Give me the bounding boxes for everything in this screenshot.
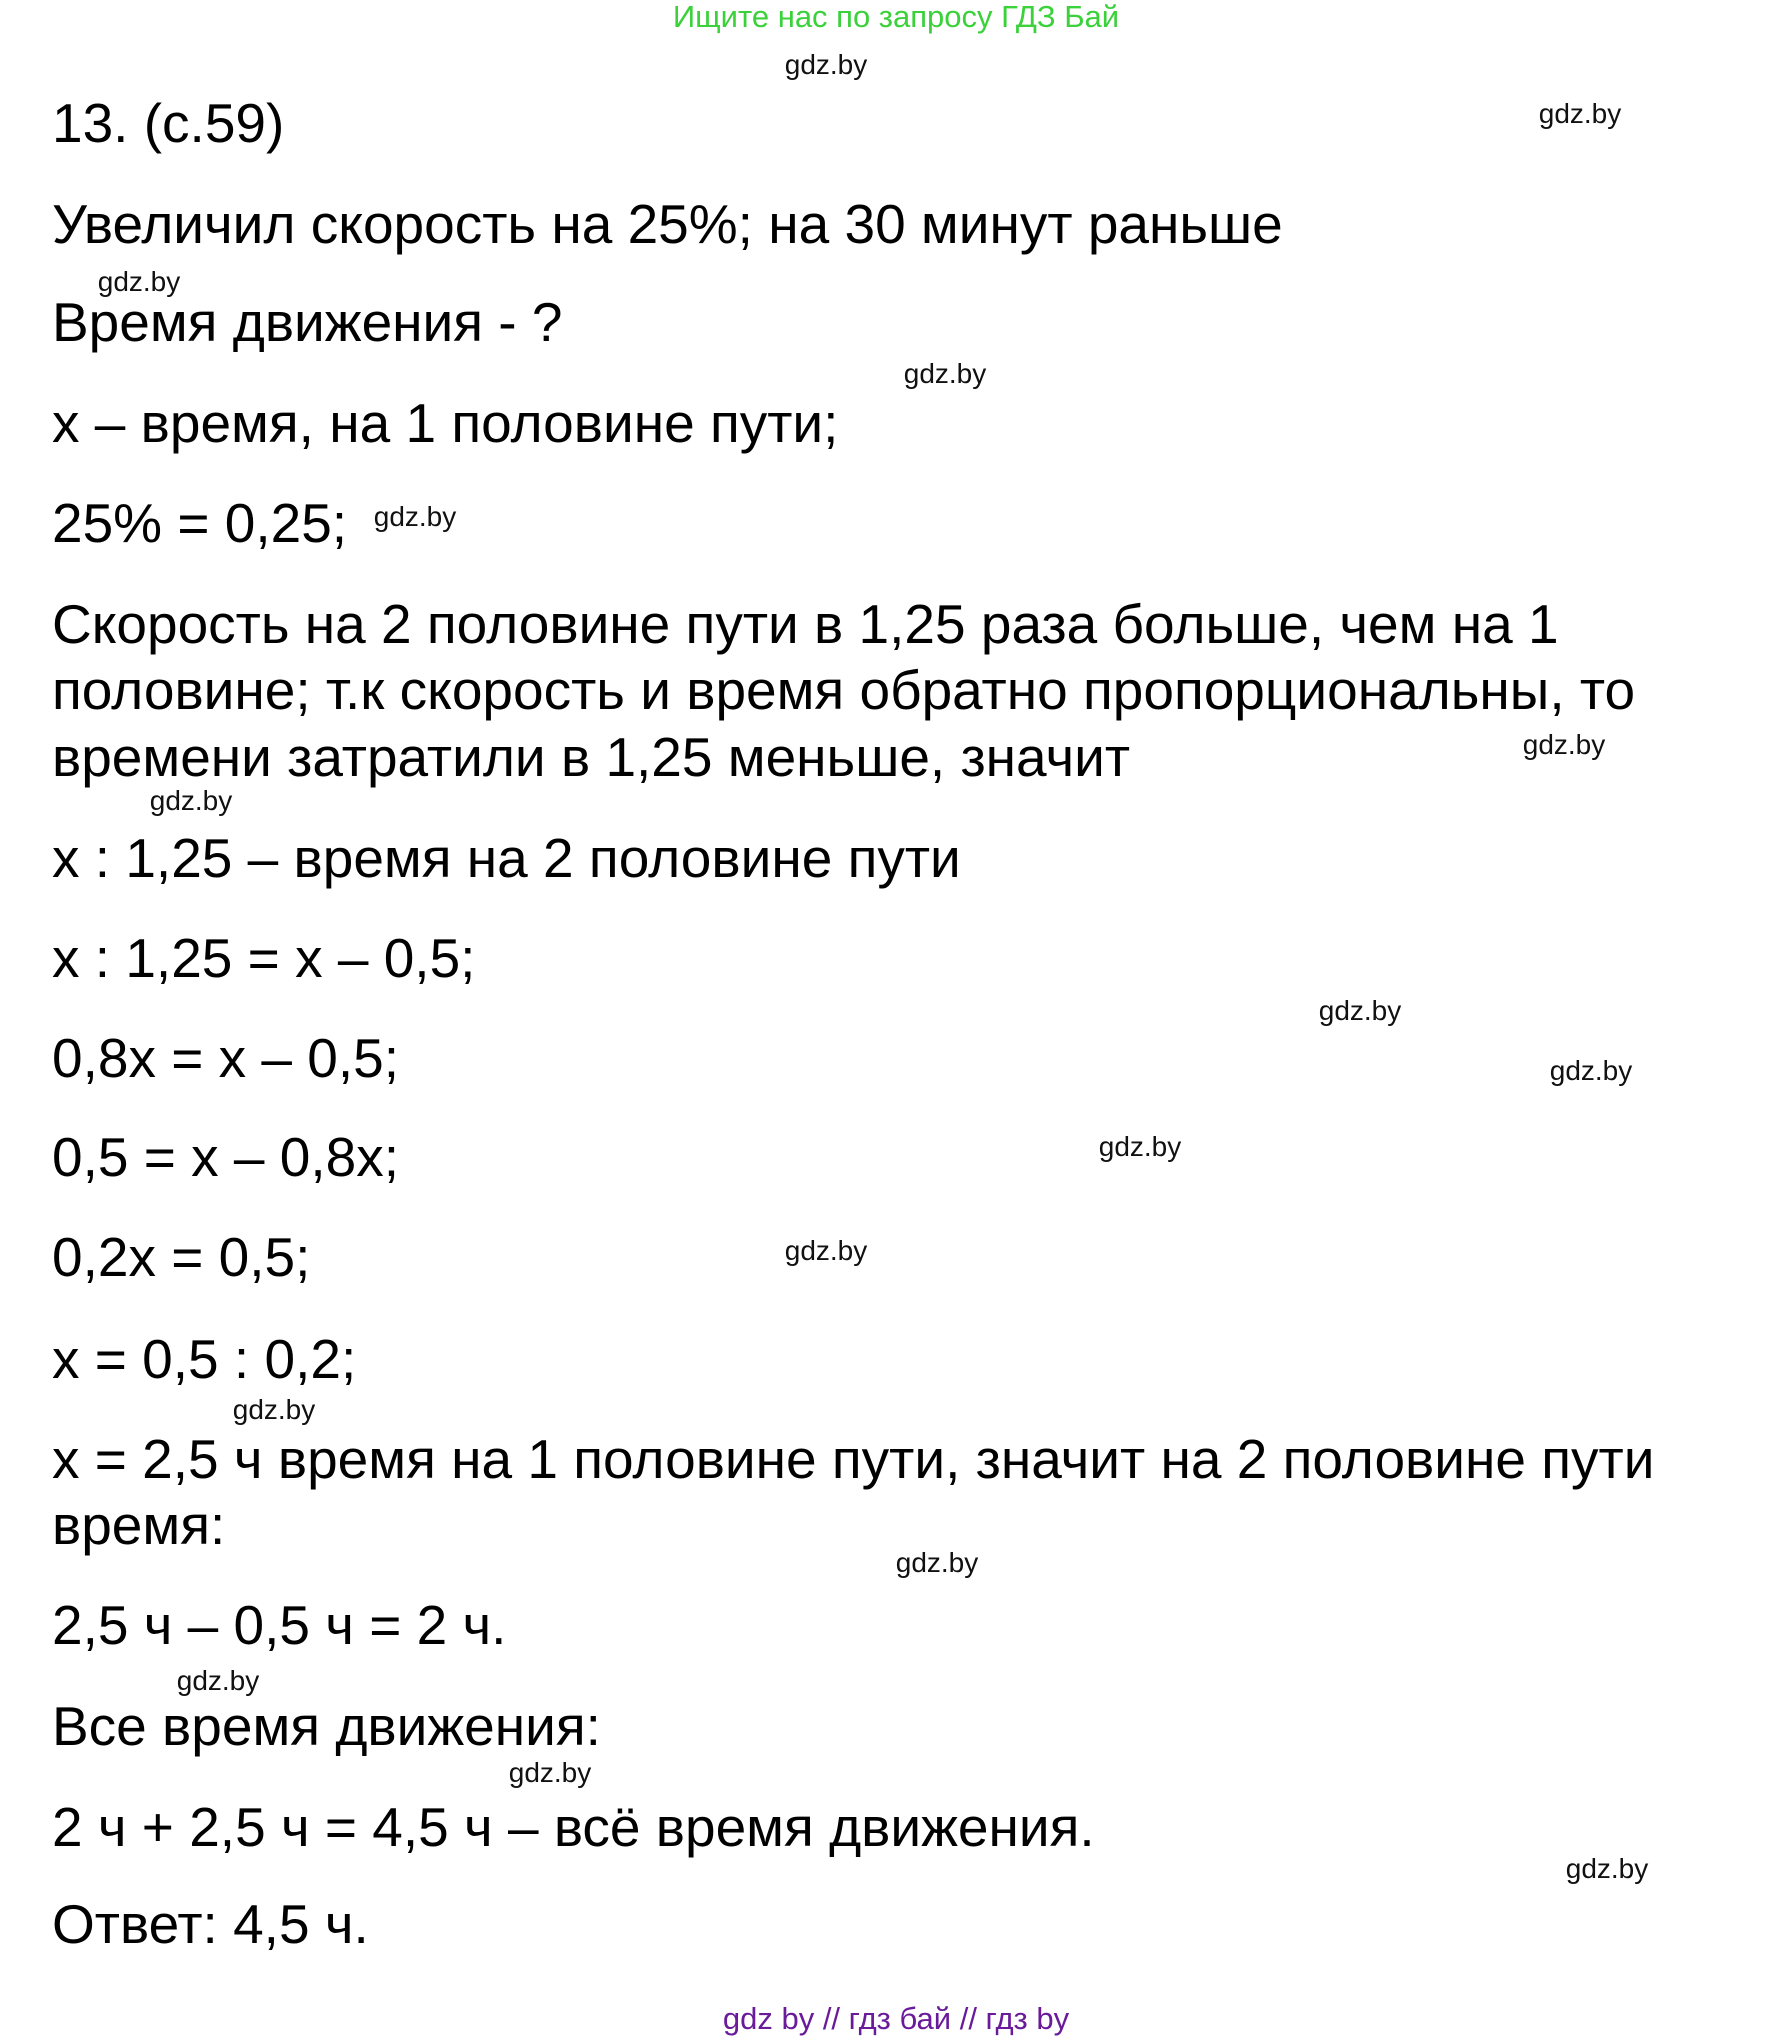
equation-line: x = 0,5 : 0,2; <box>52 1328 357 1390</box>
solution-line: x = 2,5 ч время на 1 половине пути, значит на 2 половине пути <box>52 1428 1655 1490</box>
watermark: gdz.by <box>1522 729 1606 760</box>
solution-line: 25% = 0,25; <box>52 492 348 554</box>
watermark: gdz.by <box>508 1757 592 1788</box>
watermark: gdz.by <box>1098 1131 1182 1162</box>
solution-line: времени затратили в 1,25 меньше, значит <box>52 726 1131 788</box>
equation-line: 0,8x = x – 0,5; <box>52 1027 400 1089</box>
watermark: gdz.by <box>1549 1055 1633 1086</box>
watermark: gdz.by <box>373 501 457 532</box>
solution-line: x : 1,25 – время на 2 половине пути <box>52 827 961 889</box>
equation-line: 0,2x = 0,5; <box>52 1226 311 1288</box>
footer-links: gdz by // гдз бай // гдз by <box>722 2001 1070 2036</box>
equation-line: 2,5 ч – 0,5 ч = 2 ч. <box>52 1594 507 1656</box>
watermark: gdz.by <box>97 266 181 297</box>
watermark: gdz.by <box>1318 995 1402 1026</box>
solution-line: время: <box>52 1494 226 1556</box>
solution-line: Все время движения: <box>52 1695 601 1757</box>
watermark: gdz.by <box>903 358 987 389</box>
watermark: gdz.by <box>784 1235 868 1266</box>
solution-line: Скорость на 2 половине пути в 1,25 раза больше, чем на 1 <box>52 593 1559 655</box>
watermark: gdz.by <box>784 49 868 80</box>
answer: Ответ: 4,5 ч. <box>52 1893 369 1955</box>
equation-line: 0,5 = x – 0,8x; <box>52 1126 400 1188</box>
search-hint-banner: Ищите нас по запросу ГДЗ Бай <box>672 0 1120 34</box>
task-title: 13. (с.59) <box>52 92 285 154</box>
watermark: gdz.by <box>895 1547 979 1578</box>
task-question: Время движения - ? <box>52 291 563 353</box>
watermark: gdz.by <box>149 785 233 816</box>
solution-line: половине; т.к скорость и время обратно пропорциональны, то <box>52 659 1636 721</box>
equation-line: 2 ч + 2,5 ч = 4,5 ч – всё время движения. <box>52 1796 1095 1858</box>
solution-line: x – время, на 1 половине пути; <box>52 392 839 454</box>
watermark: gdz.by <box>1538 98 1622 129</box>
watermark: gdz.by <box>232 1394 316 1425</box>
task-condition: Увеличил скорость на 25%; на 30 минут раньше <box>52 193 1283 255</box>
equation-line: x : 1,25 = x – 0,5; <box>52 927 476 989</box>
watermark: gdz.by <box>1565 1853 1649 1884</box>
watermark: gdz.by <box>176 1665 260 1696</box>
